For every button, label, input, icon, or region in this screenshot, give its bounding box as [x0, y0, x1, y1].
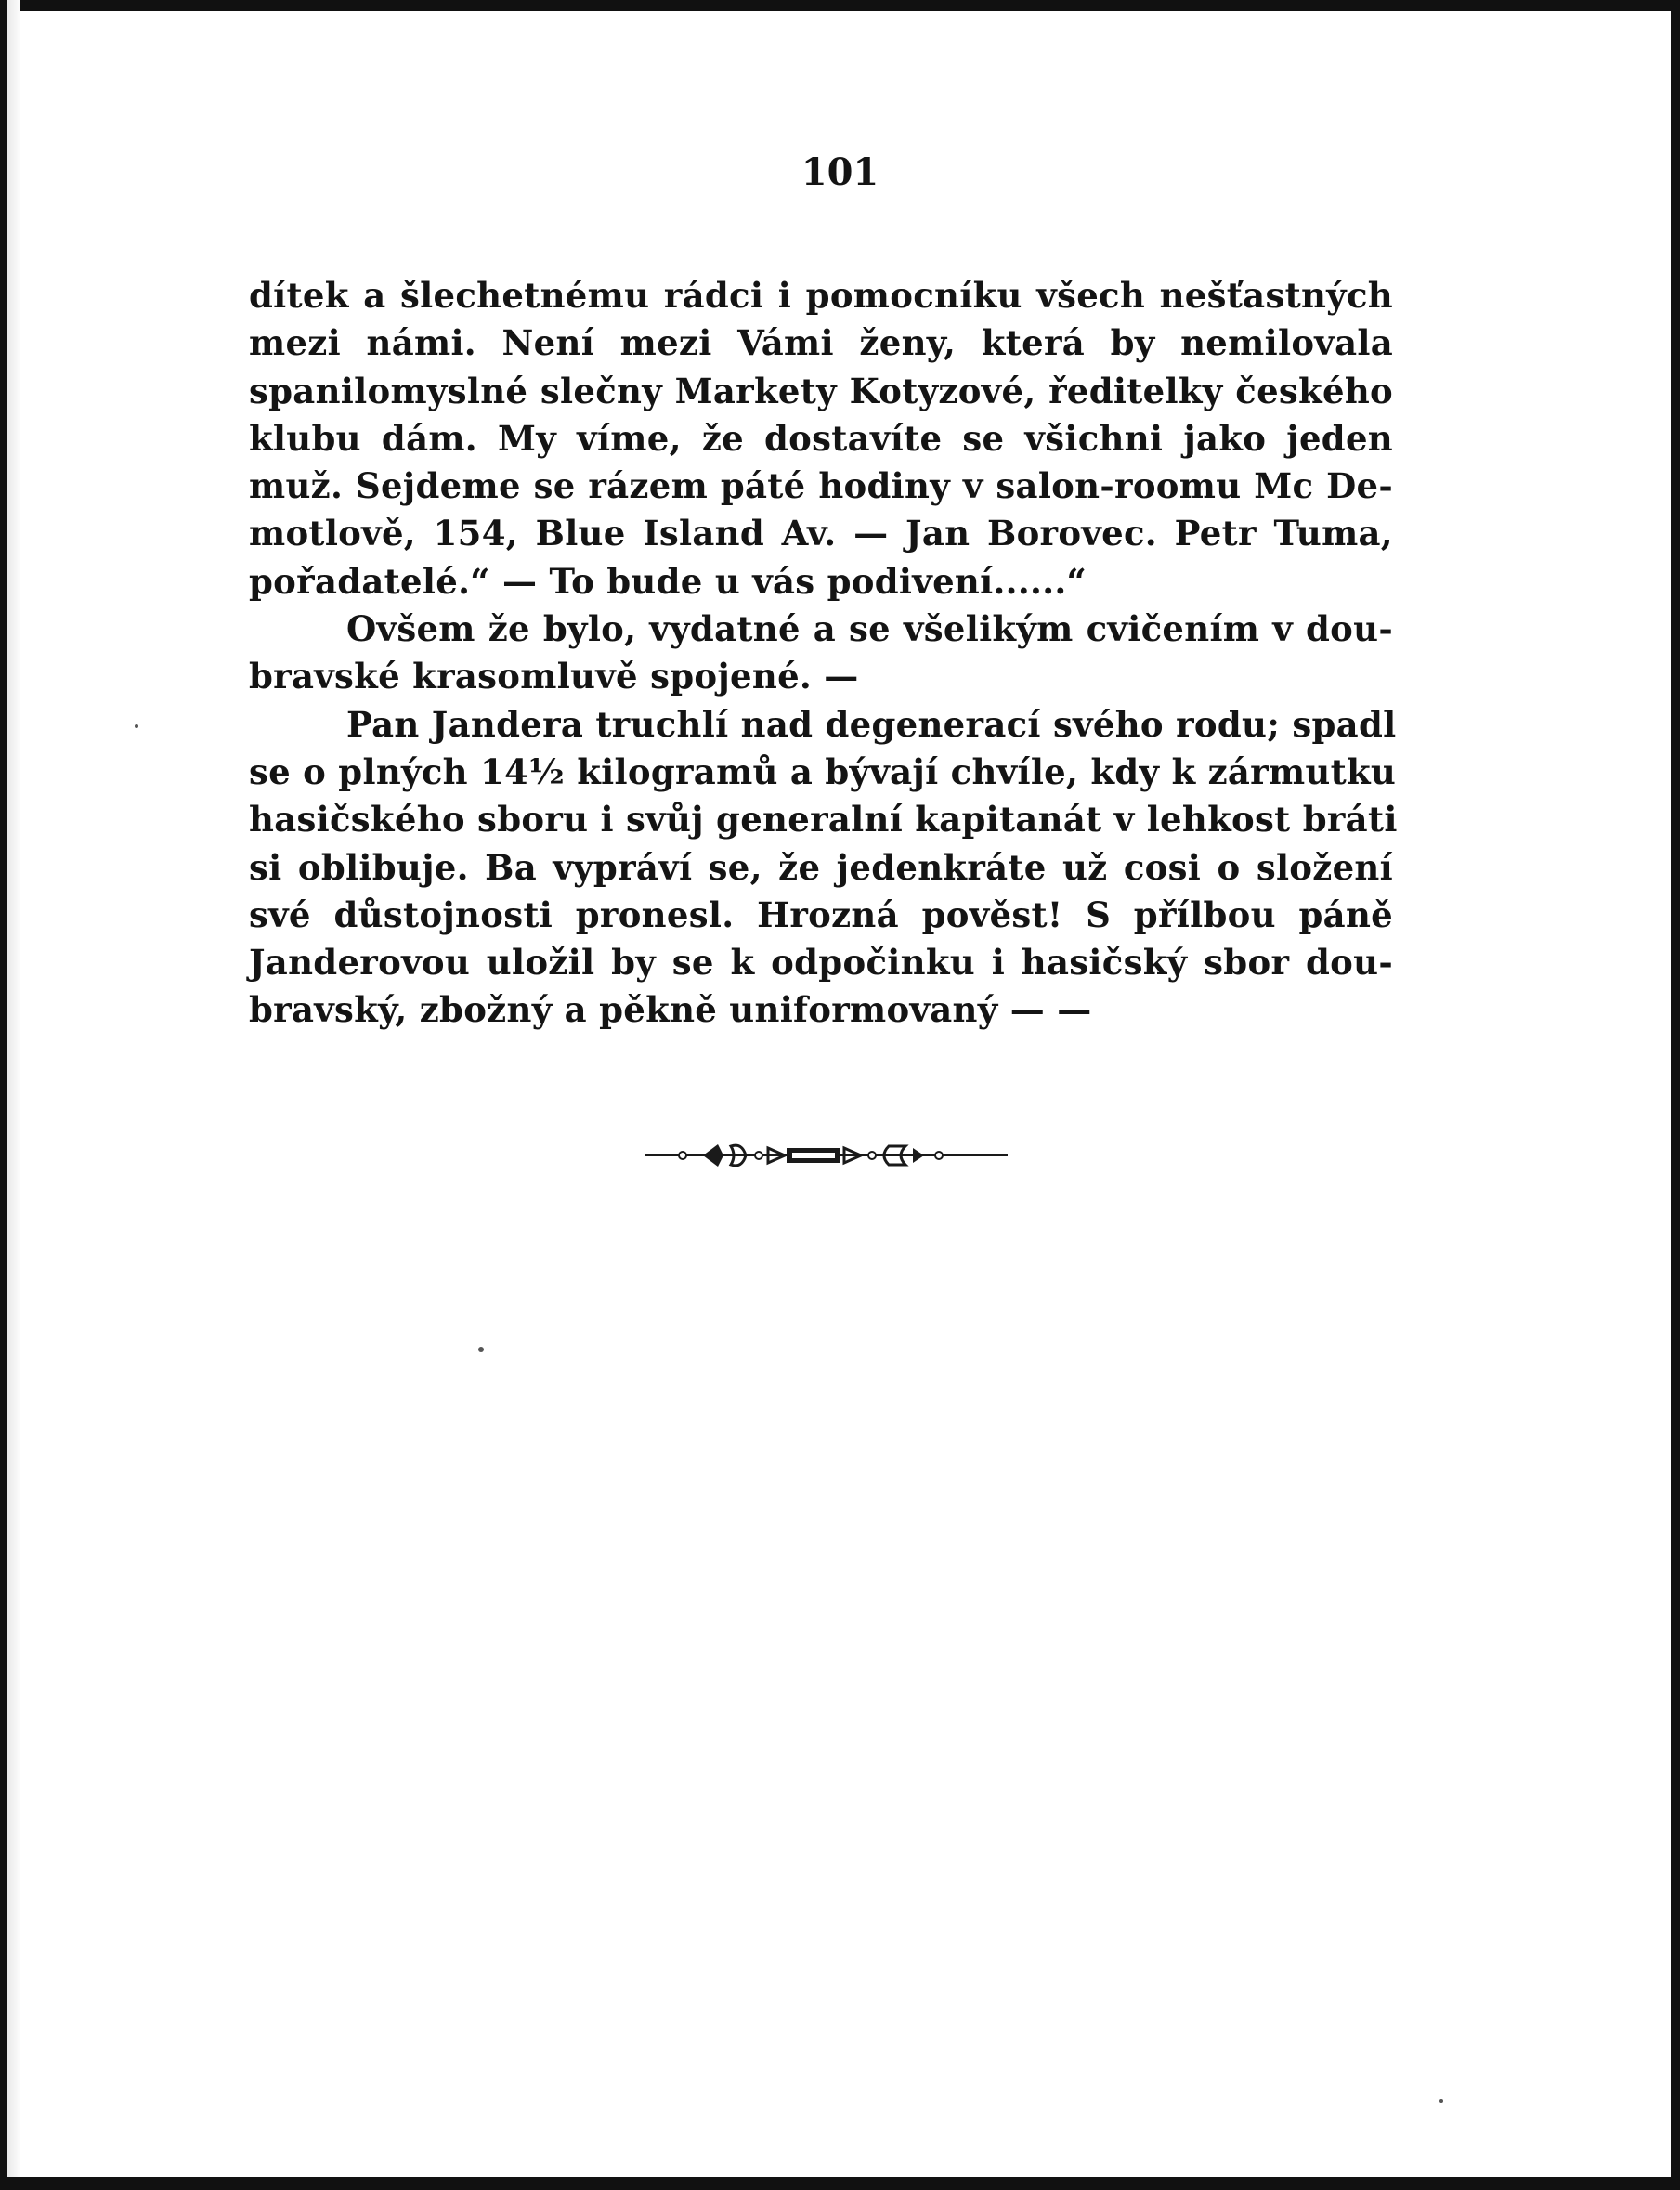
text-line: spanilomyslné slečny Markety Kotyzové, ředitelky českého — [249, 370, 1393, 411]
text-line: se o plných 14½ kilogramů a bývají chvíle, kdy k zármutku — [249, 750, 1397, 792]
scan-border-right — [1671, 0, 1680, 2190]
text-line: hasičského sboru i svůj generalní kapitanát v lehkost bráti — [249, 799, 1398, 841]
text-line: dítek a šlechetnému rádci i pomocníku všech nešťastných — [249, 275, 1393, 316]
body-text — [249, 272, 1398, 1035]
scan-border-left — [0, 0, 20, 2190]
scan-speck — [478, 1347, 484, 1352]
scan-border-top — [0, 0, 1680, 11]
text-line: Janderovou uložil by se k odpočinku i hasičský sbor dou- — [249, 942, 1393, 984]
text-line: muž. Sejdeme se rázem páté hodiny v salon-roomu Mc De- — [249, 465, 1393, 507]
text-line: si oblibuje. Ba vypráví se, že jedenkráte už cosi o složení — [249, 846, 1393, 888]
scan-speck — [1439, 2099, 1443, 2103]
ornament-divider-icon — [645, 1137, 1008, 1174]
scan-border-bottom — [0, 2177, 1680, 2190]
text-line: své důstojnosti pronesl. Hrozná pověst! S přílbou páně — [249, 893, 1393, 935]
text-line: bravský, zbožný a pěkně uniformovaný — — — [249, 989, 1092, 1031]
text-line: Ovšem že bylo, vydatné a se všelikým cvičením v dou- — [346, 608, 1393, 650]
scan-speck — [135, 724, 138, 728]
text-line: mezi námi. Není mezi Vámi ženy, která by nemilovala — [249, 322, 1393, 364]
page-number: 101 — [801, 150, 879, 194]
text-line: bravské krasomluvě spojené. — — [249, 656, 859, 697]
text-line: klubu dám. My víme, že dostavíte se všichni jako jeden — [249, 417, 1393, 459]
text-line: Pan Jandera truchlí nad degenerací svého rodu; spadl — [346, 703, 1397, 745]
text-line: pořadatelé.“ — To bude u vás podivení......“ — [249, 560, 1087, 602]
text-line: motlově, 154, Blue Island Av. — Jan Borovec. Petr Tuma, — [249, 513, 1393, 554]
